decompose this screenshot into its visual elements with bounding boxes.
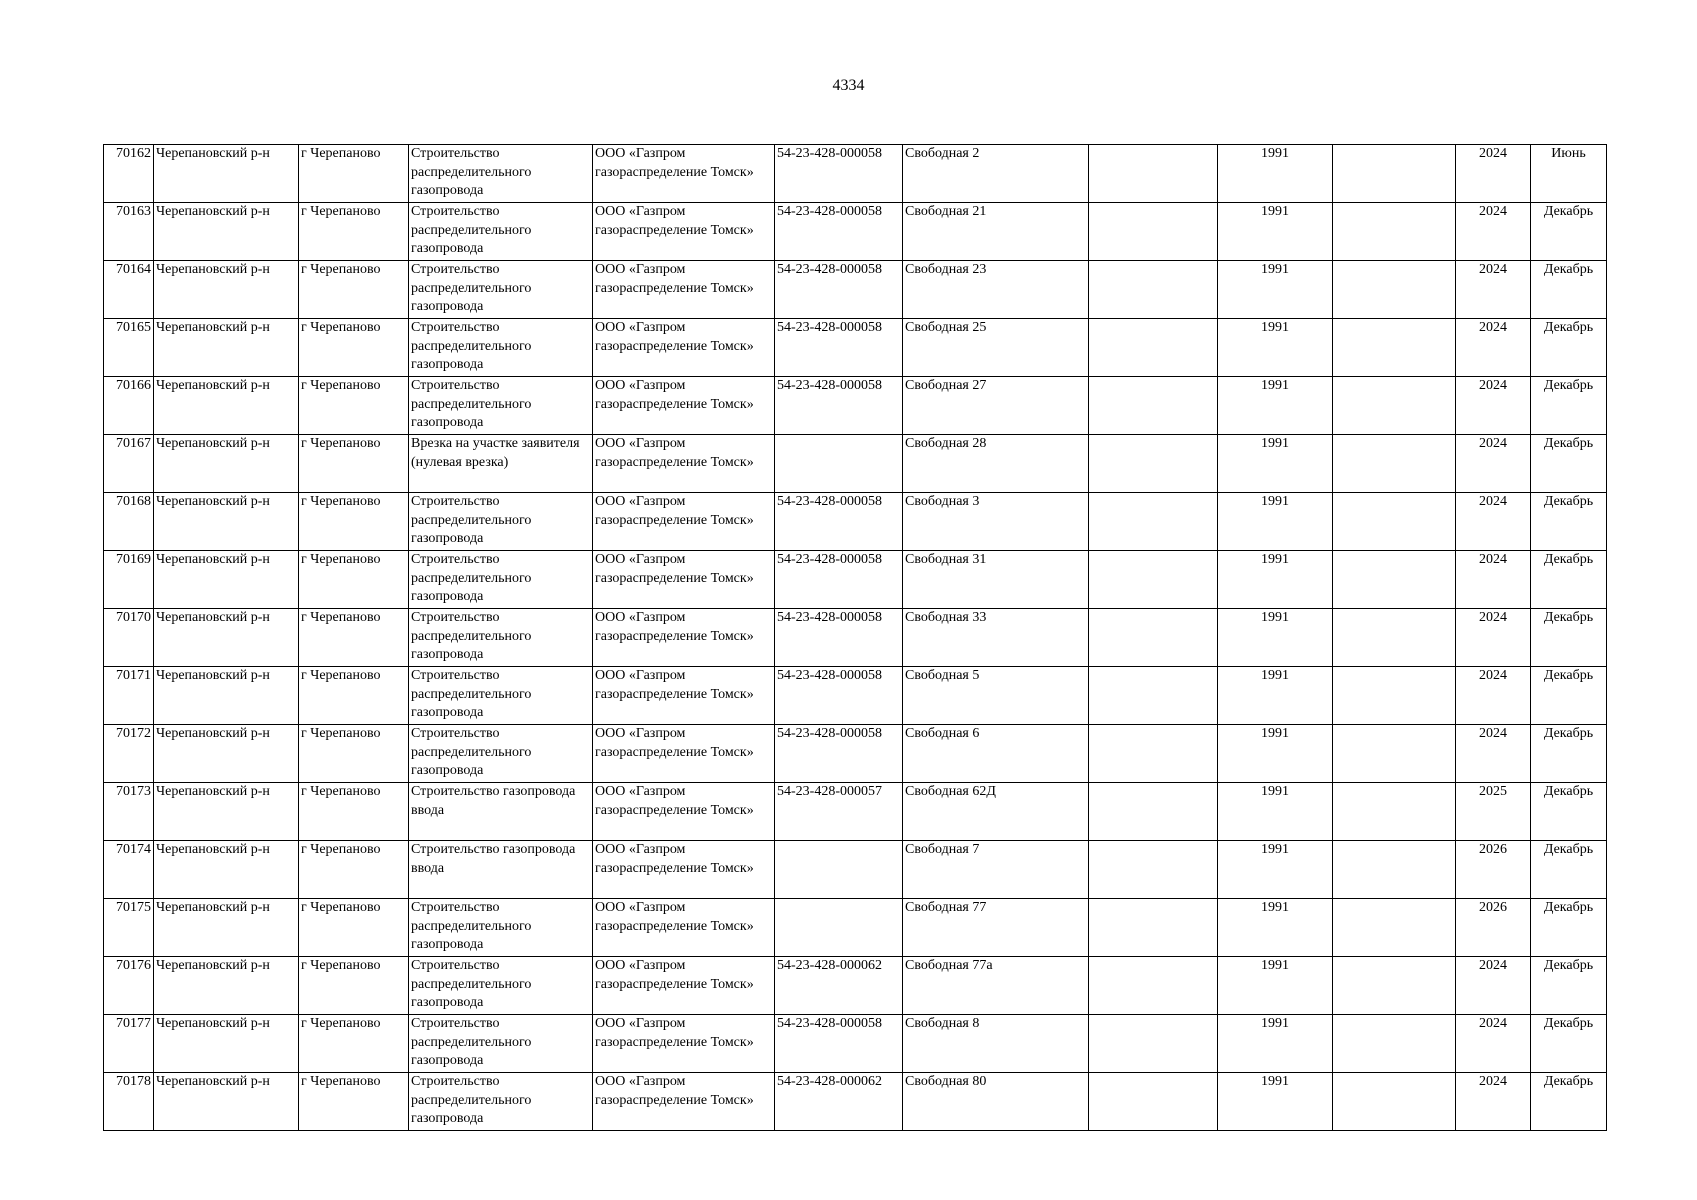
cell-plan-year: 2024 bbox=[1456, 667, 1531, 725]
cell-work-type: Строительство распределительного газопровода bbox=[409, 551, 593, 609]
cell-district: Черепановский р-н bbox=[154, 725, 299, 783]
cell-plan-year: 2024 bbox=[1456, 725, 1531, 783]
cell-number: 70172 bbox=[104, 725, 154, 783]
cell-address: Свободная 5 bbox=[903, 667, 1089, 725]
cell-plan-year: 2024 bbox=[1456, 377, 1531, 435]
cell-organization: ООО «Газпром газораспределение Томск» bbox=[593, 725, 775, 783]
cell-month: Декабрь bbox=[1531, 609, 1607, 667]
cell-month: Декабрь bbox=[1531, 783, 1607, 841]
cell-empty bbox=[1333, 609, 1456, 667]
cell-district: Черепановский р-н bbox=[154, 319, 299, 377]
cell-district: Черепановский р-н bbox=[154, 1015, 299, 1073]
cell-plan-year: 2024 bbox=[1456, 319, 1531, 377]
cell-address: Свободная 31 bbox=[903, 551, 1089, 609]
cell-work-type: Строительство распределительного газопровода bbox=[409, 1015, 593, 1073]
cell-month: Декабрь bbox=[1531, 667, 1607, 725]
cell-month: Декабрь bbox=[1531, 377, 1607, 435]
cell-district: Черепановский р-н bbox=[154, 493, 299, 551]
cell-district: Черепановский р-н bbox=[154, 957, 299, 1015]
cell-district: Черепановский р-н bbox=[154, 435, 299, 493]
cell-district: Черепановский р-н bbox=[154, 261, 299, 319]
cell-address: Свободная 77 bbox=[903, 899, 1089, 957]
cell-empty bbox=[1089, 145, 1218, 203]
cell-plan-year: 2025 bbox=[1456, 783, 1531, 841]
cell-plan-year: 2024 bbox=[1456, 609, 1531, 667]
cell-work-type: Строительство распределительного газопровода bbox=[409, 957, 593, 1015]
cell-empty bbox=[1089, 203, 1218, 261]
cell-settlement: г Черепаново bbox=[299, 203, 409, 261]
cell-empty bbox=[1089, 435, 1218, 493]
cell-plan-year: 2024 bbox=[1456, 261, 1531, 319]
table-row bbox=[104, 899, 1607, 957]
cell-plan-year: 2024 bbox=[1456, 493, 1531, 551]
cell-empty bbox=[1089, 725, 1218, 783]
cell-settlement: г Черепаново bbox=[299, 319, 409, 377]
cell-year: 1991 bbox=[1218, 783, 1333, 841]
cell-work-type: Строительство газопровода ввода bbox=[409, 841, 593, 899]
cell-address: Свободная 8 bbox=[903, 1015, 1089, 1073]
cell-number: 70171 bbox=[104, 667, 154, 725]
cell-object-code bbox=[775, 435, 903, 493]
cell-district: Черепановский р-н bbox=[154, 899, 299, 957]
cell-year: 1991 bbox=[1218, 493, 1333, 551]
cell-year: 1991 bbox=[1218, 1015, 1333, 1073]
cell-object-code bbox=[775, 841, 903, 899]
cell-number: 70165 bbox=[104, 319, 154, 377]
cell-district: Черепановский р-н bbox=[154, 783, 299, 841]
cell-organization: ООО «Газпром газораспределение Томск» bbox=[593, 667, 775, 725]
cell-empty bbox=[1333, 899, 1456, 957]
table-row bbox=[104, 319, 1607, 377]
cell-settlement: г Черепаново bbox=[299, 261, 409, 319]
table-row bbox=[104, 609, 1607, 667]
cell-address: Свободная 77а bbox=[903, 957, 1089, 1015]
cell-work-type: Строительство распределительного газопровода bbox=[409, 609, 593, 667]
cell-year: 1991 bbox=[1218, 609, 1333, 667]
cell-settlement: г Черепаново bbox=[299, 493, 409, 551]
cell-organization: ООО «Газпром газораспределение Томск» bbox=[593, 841, 775, 899]
cell-work-type: Строительство распределительного газопровода bbox=[409, 1073, 593, 1131]
cell-empty bbox=[1089, 957, 1218, 1015]
cell-work-type: Строительство распределительного газопровода bbox=[409, 377, 593, 435]
cell-organization: ООО «Газпром газораспределение Томск» bbox=[593, 899, 775, 957]
table-row bbox=[104, 841, 1607, 899]
cell-year: 1991 bbox=[1218, 1073, 1333, 1131]
cell-address: Свободная 33 bbox=[903, 609, 1089, 667]
cell-object-code: 54-23-428-000058 bbox=[775, 667, 903, 725]
table-row bbox=[104, 203, 1607, 261]
cell-number: 70175 bbox=[104, 899, 154, 957]
cell-work-type: Строительство распределительного газопровода bbox=[409, 493, 593, 551]
cell-object-code: 54-23-428-000058 bbox=[775, 319, 903, 377]
cell-empty bbox=[1089, 783, 1218, 841]
cell-address: Свободная 25 bbox=[903, 319, 1089, 377]
cell-object-code: 54-23-428-000058 bbox=[775, 551, 903, 609]
table-row bbox=[104, 957, 1607, 1015]
cell-year: 1991 bbox=[1218, 667, 1333, 725]
cell-empty bbox=[1333, 1073, 1456, 1131]
cell-settlement: г Черепаново bbox=[299, 1015, 409, 1073]
cell-settlement: г Черепаново bbox=[299, 1073, 409, 1131]
table-row bbox=[104, 667, 1607, 725]
cell-plan-year: 2026 bbox=[1456, 899, 1531, 957]
cell-plan-year: 2024 bbox=[1456, 957, 1531, 1015]
cell-settlement: г Черепаново bbox=[299, 551, 409, 609]
cell-number: 70163 bbox=[104, 203, 154, 261]
table-row bbox=[104, 725, 1607, 783]
table-row bbox=[104, 783, 1607, 841]
cell-number: 70169 bbox=[104, 551, 154, 609]
cell-number: 70178 bbox=[104, 1073, 154, 1131]
cell-empty bbox=[1089, 1015, 1218, 1073]
cell-empty bbox=[1089, 667, 1218, 725]
cell-district: Черепановский р-н bbox=[154, 203, 299, 261]
cell-organization: ООО «Газпром газораспределение Томск» bbox=[593, 1073, 775, 1131]
cell-object-code: 54-23-428-000058 bbox=[775, 261, 903, 319]
cell-work-type: Строительство распределительного газопровода bbox=[409, 145, 593, 203]
cell-work-type: Строительство распределительного газопровода bbox=[409, 667, 593, 725]
cell-district: Черепановский р-н bbox=[154, 551, 299, 609]
cell-settlement: г Черепаново bbox=[299, 783, 409, 841]
cell-organization: ООО «Газпром газораспределение Томск» bbox=[593, 551, 775, 609]
cell-work-type: Строительство распределительного газопровода bbox=[409, 725, 593, 783]
cell-number: 70168 bbox=[104, 493, 154, 551]
cell-month: Декабрь bbox=[1531, 319, 1607, 377]
cell-object-code bbox=[775, 899, 903, 957]
cell-address: Свободная 27 bbox=[903, 377, 1089, 435]
cell-address: Свободная 23 bbox=[903, 261, 1089, 319]
cell-plan-year: 2024 bbox=[1456, 145, 1531, 203]
cell-number: 70173 bbox=[104, 783, 154, 841]
cell-empty bbox=[1089, 377, 1218, 435]
cell-district: Черепановский р-н bbox=[154, 1073, 299, 1131]
cell-empty bbox=[1333, 493, 1456, 551]
table-row bbox=[104, 145, 1607, 203]
cell-month: Декабрь bbox=[1531, 957, 1607, 1015]
cell-number: 70162 bbox=[104, 145, 154, 203]
cell-year: 1991 bbox=[1218, 551, 1333, 609]
cell-empty bbox=[1333, 377, 1456, 435]
cell-year: 1991 bbox=[1218, 435, 1333, 493]
cell-number: 70176 bbox=[104, 957, 154, 1015]
cell-address: Свободная 7 bbox=[903, 841, 1089, 899]
cell-district: Черепановский р-н bbox=[154, 377, 299, 435]
cell-district: Черепановский р-н bbox=[154, 667, 299, 725]
cell-number: 70177 bbox=[104, 1015, 154, 1073]
cell-empty bbox=[1333, 957, 1456, 1015]
cell-month: Декабрь bbox=[1531, 203, 1607, 261]
registry-table bbox=[103, 144, 1607, 1131]
cell-address: Свободная 3 bbox=[903, 493, 1089, 551]
cell-year: 1991 bbox=[1218, 841, 1333, 899]
cell-plan-year: 2024 bbox=[1456, 551, 1531, 609]
cell-settlement: г Черепаново bbox=[299, 725, 409, 783]
cell-empty bbox=[1089, 493, 1218, 551]
cell-empty bbox=[1333, 1015, 1456, 1073]
cell-plan-year: 2024 bbox=[1456, 203, 1531, 261]
cell-settlement: г Черепаново bbox=[299, 957, 409, 1015]
cell-month: Декабрь bbox=[1531, 841, 1607, 899]
table-row bbox=[104, 1073, 1607, 1131]
cell-district: Черепановский р-н bbox=[154, 609, 299, 667]
cell-district: Черепановский р-н bbox=[154, 145, 299, 203]
cell-number: 70170 bbox=[104, 609, 154, 667]
cell-empty bbox=[1333, 319, 1456, 377]
cell-work-type: Строительство распределительного газопровода bbox=[409, 203, 593, 261]
cell-empty bbox=[1089, 319, 1218, 377]
cell-month: Декабрь bbox=[1531, 1073, 1607, 1131]
cell-object-code: 54-23-428-000058 bbox=[775, 493, 903, 551]
cell-number: 70174 bbox=[104, 841, 154, 899]
cell-settlement: г Черепаново bbox=[299, 377, 409, 435]
cell-year: 1991 bbox=[1218, 899, 1333, 957]
cell-work-type: Строительство распределительного газопровода bbox=[409, 899, 593, 957]
cell-organization: ООО «Газпром газораспределение Томск» bbox=[593, 493, 775, 551]
cell-empty bbox=[1089, 551, 1218, 609]
cell-object-code: 54-23-428-000062 bbox=[775, 957, 903, 1015]
cell-object-code: 54-23-428-000058 bbox=[775, 203, 903, 261]
cell-settlement: г Черепаново bbox=[299, 435, 409, 493]
cell-empty bbox=[1089, 841, 1218, 899]
cell-empty bbox=[1089, 899, 1218, 957]
cell-address: Свободная 80 bbox=[903, 1073, 1089, 1131]
cell-year: 1991 bbox=[1218, 725, 1333, 783]
cell-object-code: 54-23-428-000058 bbox=[775, 377, 903, 435]
cell-year: 1991 bbox=[1218, 377, 1333, 435]
cell-year: 1991 bbox=[1218, 203, 1333, 261]
cell-plan-year: 2024 bbox=[1456, 435, 1531, 493]
cell-settlement: г Черепаново bbox=[299, 899, 409, 957]
cell-work-type: Строительство газопровода ввода bbox=[409, 783, 593, 841]
cell-object-code: 54-23-428-000058 bbox=[775, 725, 903, 783]
cell-address: Свободная 62Д bbox=[903, 783, 1089, 841]
cell-organization: ООО «Газпром газораспределение Томск» bbox=[593, 377, 775, 435]
cell-object-code: 54-23-428-000057 bbox=[775, 783, 903, 841]
table-row bbox=[104, 261, 1607, 319]
cell-empty bbox=[1089, 609, 1218, 667]
table-row bbox=[104, 435, 1607, 493]
cell-settlement: г Черепаново bbox=[299, 609, 409, 667]
cell-district: Черепановский р-н bbox=[154, 841, 299, 899]
cell-address: Свободная 28 bbox=[903, 435, 1089, 493]
cell-object-code: 54-23-428-000062 bbox=[775, 1073, 903, 1131]
cell-organization: ООО «Газпром газораспределение Томск» bbox=[593, 145, 775, 203]
cell-month: Декабрь bbox=[1531, 435, 1607, 493]
cell-organization: ООО «Газпром газораспределение Томск» bbox=[593, 203, 775, 261]
cell-work-type: Строительство распределительного газопровода bbox=[409, 261, 593, 319]
cell-address: Свободная 21 bbox=[903, 203, 1089, 261]
cell-organization: ООО «Газпром газораспределение Томск» bbox=[593, 957, 775, 1015]
cell-month: Июнь bbox=[1531, 145, 1607, 203]
cell-work-type: Врезка на участке заявителя (нулевая врезка) bbox=[409, 435, 593, 493]
cell-number: 70166 bbox=[104, 377, 154, 435]
cell-year: 1991 bbox=[1218, 957, 1333, 1015]
table-row bbox=[104, 551, 1607, 609]
cell-organization: ООО «Газпром газораспределение Томск» bbox=[593, 319, 775, 377]
cell-year: 1991 bbox=[1218, 261, 1333, 319]
cell-object-code: 54-23-428-000058 bbox=[775, 145, 903, 203]
cell-plan-year: 2024 bbox=[1456, 1073, 1531, 1131]
cell-organization: ООО «Газпром газораспределение Томск» bbox=[593, 261, 775, 319]
table-row bbox=[104, 1015, 1607, 1073]
cell-empty bbox=[1333, 145, 1456, 203]
cell-settlement: г Черепаново bbox=[299, 841, 409, 899]
cell-settlement: г Черепаново bbox=[299, 145, 409, 203]
cell-organization: ООО «Газпром газораспределение Томск» bbox=[593, 1015, 775, 1073]
cell-empty bbox=[1333, 667, 1456, 725]
cell-settlement: г Черепаново bbox=[299, 667, 409, 725]
cell-empty bbox=[1333, 725, 1456, 783]
cell-month: Декабрь bbox=[1531, 261, 1607, 319]
cell-empty bbox=[1089, 261, 1218, 319]
cell-plan-year: 2024 bbox=[1456, 1015, 1531, 1073]
page-number: 4334 bbox=[832, 77, 865, 94]
cell-empty bbox=[1333, 261, 1456, 319]
table-row bbox=[104, 377, 1607, 435]
cell-year: 1991 bbox=[1218, 319, 1333, 377]
cell-empty bbox=[1333, 435, 1456, 493]
cell-number: 70167 bbox=[104, 435, 154, 493]
cell-organization: ООО «Газпром газораспределение Томск» bbox=[593, 435, 775, 493]
cell-empty bbox=[1089, 1073, 1218, 1131]
cell-empty bbox=[1333, 551, 1456, 609]
cell-object-code: 54-23-428-000058 bbox=[775, 1015, 903, 1073]
table-body bbox=[104, 145, 1607, 1131]
cell-address: Свободная 2 bbox=[903, 145, 1089, 203]
table-row bbox=[104, 493, 1607, 551]
cell-month: Декабрь bbox=[1531, 899, 1607, 957]
cell-year: 1991 bbox=[1218, 145, 1333, 203]
cell-organization: ООО «Газпром газораспределение Томск» bbox=[593, 783, 775, 841]
cell-month: Декабрь bbox=[1531, 725, 1607, 783]
cell-month: Декабрь bbox=[1531, 493, 1607, 551]
cell-empty bbox=[1333, 203, 1456, 261]
cell-number: 70164 bbox=[104, 261, 154, 319]
cell-object-code: 54-23-428-000058 bbox=[775, 609, 903, 667]
cell-plan-year: 2026 bbox=[1456, 841, 1531, 899]
cell-empty bbox=[1333, 841, 1456, 899]
cell-month: Декабрь bbox=[1531, 551, 1607, 609]
cell-address: Свободная 6 bbox=[903, 725, 1089, 783]
cell-work-type: Строительство распределительного газопровода bbox=[409, 319, 593, 377]
cell-month: Декабрь bbox=[1531, 1015, 1607, 1073]
cell-empty bbox=[1333, 783, 1456, 841]
cell-organization: ООО «Газпром газораспределение Томск» bbox=[593, 609, 775, 667]
